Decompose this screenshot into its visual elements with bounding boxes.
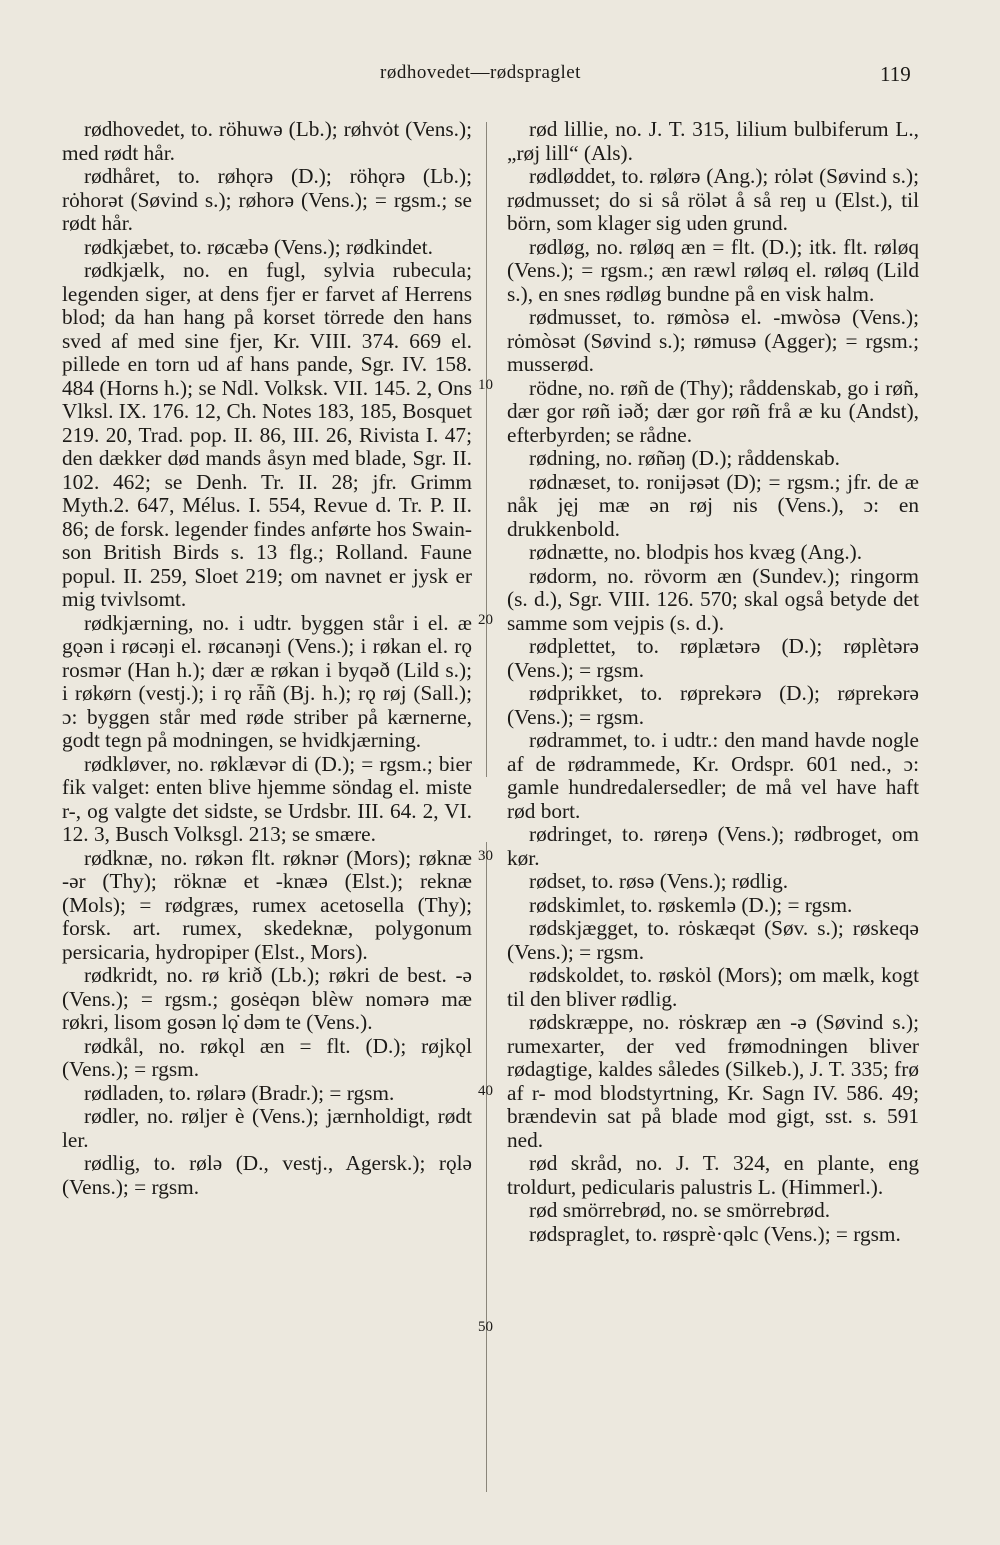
dictionary-entry: rødkløver, no. røklævər di (D.); = rgsm.; bier fik valget: enten blive hjemme söndag el. miste r-, og valgte det sidste, se Urdsbr. III. 64. 2, VI. 12. 3, Busch Volksgl. 213; se smære.: [62, 751, 472, 846]
dictionary-entry: rødrammet, to. i udtr.: den mand havde nogle af de rødrammede, Kr. Ordspr. 601 ned., ɔ: gamle hundredalersedler; de må vel have haft rød bort.: [507, 728, 919, 823]
dictionary-entry: rødplettet, to. røplætərə (D.); røplètərə (Vens.); = rgsm.: [507, 634, 919, 682]
dictionary-entry: rødløg, no. røløq æn = flt. (D.); itk. flt. røløq (Vens.); = rgsm.; æn ræwl røløq el. røløq (Lild s.), en snes rødløg bundne på en visk halm.: [507, 234, 919, 306]
dictionary-entry: rødorm, no. rövorm æn (Sundev.); ringorm (s. d.), Sgr. VIII. 126. 570; skal også betyde det samme som vejpis (s. d.).: [507, 563, 919, 635]
line-number: 20: [478, 612, 493, 628]
dictionary-entry: rødknæ, no. røkən flt. røknər (Mors); røknæ -ər (Thy); röknæ et -knæə (Elst.); reknæ (Mols); = rødgræs, rumex acetosella (Thy); forsk. art. rumex, skedeknæ, polygonum persicaria, hydropiper (Elst., Mors).: [62, 845, 472, 964]
column-rule: [486, 842, 487, 1492]
dictionary-entry: rødskimlet, to. røskemlə (D.); = rgsm.: [529, 892, 853, 917]
dictionary-entry: rødhåret, to. røhǫrə (D.); röhǫrə (Lb.); rȯhorət (Søvind s.); røhorə (Vens.); = rgsm.; se rødt hår.: [62, 164, 472, 235]
dictionary-entry: rødladen, to. rølarə (Bradr.); = rgsm.: [84, 1080, 395, 1105]
dictionary-entry: rød skråd, no. J. T. 324, en plante, eng troldurt, pedicularis palustris L. (Himmerl.).: [507, 1151, 919, 1199]
dictionary-entry: rødnæset, to. ronijəsət (D); = rgsm.; jfr. de æ nåk jęj mæ ən røj nis (Vens.), ɔ: en drukkenbold.: [507, 469, 919, 541]
dictionary-entry: rødmusset, to. rømòsə el. -mwòsə (Vens.); rȯmòsət (Søvind s.); rømusə (Agger); = rgsm.; musserød.: [507, 305, 919, 376]
dictionary-entry: rødkjælk, no. en fugl, sylvia rubecula; legenden siger, at dens fjer er farvet af Herrens blod; da han hang på korset törrede den hans sved af med sine fjer, Kr. VIII. 374. 669 el. pillede en torn ud af hans pande, Sgr. IV. 158. 484 (Horns h.); se Ndl. Volksk. VII. 145. 2, Ons Vlksl. IX. 176. 12, Ch. Notes 183, 185, Bosquet 219. 20, Trad. pop. II. 86, III. 26, Rivista I. 47; den dækker død mands åsyn med blade, Sgr. II. 102. 462; se Denh. Tr. II. 28; jfr. Grimm Myth.2. 647, Mélus. I. 554, Revue d. Tr. P. II. 86; de forsk. legender findes anførte hos Swainson British Birds s. 13 flg.; Rolland. Faune popul. II. 259, Sloet 219; om navnet er jysk er mig tvivlsomt.: [62, 258, 472, 611]
dictionary-entry: rødnætte, no. blodpis hos kvæg (Ang.).: [529, 540, 863, 564]
left-column: [62, 118, 472, 1199]
dictionary-entry: rödne, no. røñ de (Thy); råddenskab, go i røñ, dær gor røñ iəð; dær gor røñ frå æ ku (Andst), efterbyrden; se rådne.: [507, 375, 919, 447]
dictionary-entry: rød lillie, no. J. T. 315, lilium bulbiferum L., „røj lill“ (Als).: [507, 117, 919, 165]
line-number: 30: [478, 848, 493, 864]
dictionary-entry: rødskræppe, no. rȯskræp æn -ə (Søvind s.); rumexarter, der ved frømodningen bliver rødagtige, kaldes således (Silkeb.), J. T. 335; frø af r- mod blodstyrtning, Kr. Sagn IV. 586. 49; brændevin sat på blade mod gigt, sst. s. 591 ned.: [507, 1010, 919, 1152]
line-number: 10: [478, 377, 493, 393]
column-rule: [486, 122, 487, 777]
dictionary-entry: rødkridt, no. rø krið (Lb.); røkri de best. -ə (Vens.); = rgsm.; gosėqən blèw nomərə mæ røkri, lisom gosən lǫ̇ dəm te (Vens.).: [62, 963, 472, 1034]
dictionary-entry: rødløddet, to. rølørə (Ang.); rȯlət (Søvind s.); rødmusset; do si så rölət å så reŋ u (Elst.), til börn, som klager sig uden grund.: [507, 164, 919, 235]
dictionary-entry: rødlig, to. rølə (D., vestj., Agersk.); rǫlə (Vens.); = rgsm.: [62, 1151, 472, 1199]
dictionary-entry: rødkjæbet, to. røcæbə (Vens.); rødkindet.: [84, 234, 433, 259]
dictionary-entry: rødskoldet, to. røskȯl (Mors); om mælk, kogt til den bliver rødlig.: [507, 963, 919, 1011]
line-number: 40: [478, 1083, 493, 1099]
dictionary-entry: rødning, no. røñəŋ (D.); råddenskab.: [529, 446, 840, 470]
dictionary-entry: rødhovedet, to. röhuwə (Lb.); røhvȯt (Vens.); med rødt hår.: [62, 117, 472, 165]
dictionary-entry: rødringet, to. røreŋə (Vens.); rødbroget, om kør.: [507, 822, 919, 870]
dictionary-entry: rødkjærning, no. i udtr. byggen står i el. æ gǫən i røcəŋi el. røcanəŋi (Vens.); i røkan el. rǫ rosmər (Han h.); dær æ røkan i byqəð (Lild s.); i røkørn (vestj.); i rǫ rǡñ (Bj. h.); rǫ røj (Sall.); ɔ: byggen står med røde striber på kærnerne, godt tegn på modningen, se hvidkjærning.: [62, 610, 472, 752]
right-column: [507, 118, 919, 1246]
dictionary-entry: rødskjægget, to. rȯskæqət (Søv. s.); røskeqə (Vens.); = rgsm.: [507, 916, 919, 964]
dictionary-entry: rødspraglet, to. røsprè·qəlc (Vens.); = rgsm.: [529, 1221, 901, 1246]
running-head: rødhovedet—rødspraglet: [380, 62, 581, 83]
dictionary-entry: rød smörrebrød, no. se smörrebrød.: [529, 1198, 831, 1222]
dictionary-entry: rødkål, no. røkǫl æn = flt. (D.); røjkǫl (Vens.); = rgsm.: [62, 1033, 472, 1081]
dictionary-entry: rødset, to. røsə (Vens.); rødlig.: [529, 869, 789, 893]
line-number: 50: [478, 1319, 493, 1335]
dictionary-entry: rødprikket, to. røprekərə (D.); røprekərə (Vens.); = rgsm.: [507, 681, 919, 729]
page-number: 119: [880, 62, 911, 86]
dictionary-entry: rødler, no. røljer è (Vens.); jærnholdigt, rødt ler.: [62, 1104, 472, 1152]
